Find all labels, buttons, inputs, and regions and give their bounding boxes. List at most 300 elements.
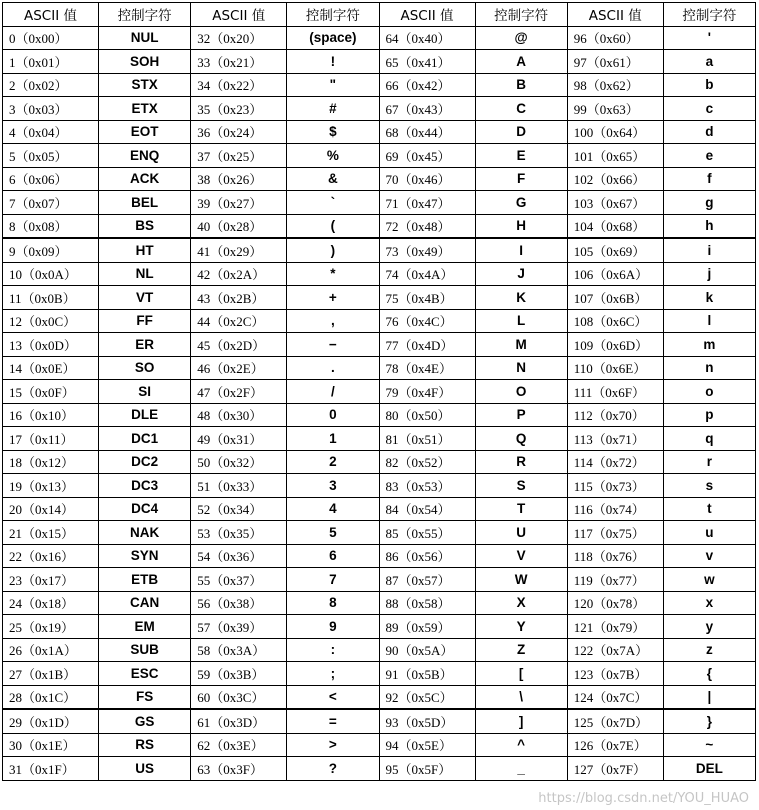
- char-cell: u: [663, 521, 755, 545]
- char-cell: :: [287, 638, 379, 662]
- ascii-value-cell: 13（0x0D）: [3, 333, 99, 357]
- ascii-value-cell: 83（0x53）: [379, 474, 475, 498]
- char-cell: N: [475, 356, 567, 380]
- char-cell: FF: [99, 309, 191, 333]
- ascii-value-cell: 58（0x3A）: [191, 638, 287, 662]
- ascii-value-cell: 125（0x7D）: [567, 709, 663, 733]
- ascii-value-cell: 51（0x33）: [191, 474, 287, 498]
- ascii-value-cell: 123（0x7B）: [567, 662, 663, 686]
- char-cell: &: [287, 167, 379, 191]
- char-cell: P: [475, 403, 567, 427]
- char-cell: BS: [99, 214, 191, 238]
- ascii-value-cell: 109（0x6D）: [567, 333, 663, 357]
- char-cell: s: [663, 474, 755, 498]
- char-cell: (space): [287, 26, 379, 50]
- ascii-value-cell: 56（0x38）: [191, 591, 287, 615]
- ascii-value-cell: 124（0x7C）: [567, 685, 663, 709]
- ascii-value-cell: 2（0x02）: [3, 73, 99, 97]
- ascii-value-cell: 4（0x04）: [3, 120, 99, 144]
- char-cell: 6: [287, 544, 379, 568]
- ascii-value-cell: 85（0x55）: [379, 521, 475, 545]
- ascii-value-cell: 120（0x78）: [567, 591, 663, 615]
- ascii-value-cell: 47（0x2F）: [191, 380, 287, 404]
- ascii-value-cell: 40（0x28）: [191, 214, 287, 238]
- ascii-value-cell: 57（0x39）: [191, 615, 287, 639]
- ascii-value-cell: 38（0x26）: [191, 167, 287, 191]
- char-cell: STX: [99, 73, 191, 97]
- table-row: [3, 214, 756, 238]
- char-cell: L: [475, 309, 567, 333]
- ascii-value-cell: 44（0x2C）: [191, 309, 287, 333]
- ascii-value-cell: 97（0x61）: [567, 50, 663, 74]
- ascii-value-cell: 127（0x7F）: [567, 757, 663, 781]
- char-cell: DC1: [99, 427, 191, 451]
- char-cell: ?: [287, 757, 379, 781]
- char-cell: a: [663, 50, 755, 74]
- ascii-value-cell: 116（0x74）: [567, 497, 663, 521]
- char-cell: ,: [287, 309, 379, 333]
- table-body: [3, 26, 756, 780]
- ascii-value-cell: 112（0x70）: [567, 403, 663, 427]
- char-cell: VT: [99, 286, 191, 310]
- char-cell: M: [475, 333, 567, 357]
- ascii-value-cell: 27（0x1B）: [3, 662, 99, 686]
- char-cell: ": [287, 73, 379, 97]
- ascii-value-cell: 16（0x10）: [3, 403, 99, 427]
- table-row: [3, 144, 756, 168]
- ascii-value-cell: 32（0x20）: [191, 26, 287, 50]
- char-cell: {: [663, 662, 755, 686]
- char-cell: Z: [475, 638, 567, 662]
- ascii-value-cell: 26（0x1A）: [3, 638, 99, 662]
- ascii-value-cell: 92（0x5C）: [379, 685, 475, 709]
- char-cell: i: [663, 238, 755, 262]
- char-cell: [: [475, 662, 567, 686]
- char-cell: k: [663, 286, 755, 310]
- char-cell: GS: [99, 709, 191, 733]
- table-row: [3, 262, 756, 286]
- char-cell: J: [475, 262, 567, 286]
- ascii-value-cell: 110（0x6E）: [567, 356, 663, 380]
- ascii-value-cell: 17（0x11）: [3, 427, 99, 451]
- table-row: [3, 638, 756, 662]
- ascii-value-cell: 117（0x75）: [567, 521, 663, 545]
- ascii-value-cell: 70（0x46）: [379, 167, 475, 191]
- char-cell: G: [475, 191, 567, 215]
- ascii-value-cell: 35（0x23）: [191, 97, 287, 121]
- char-cell: W: [475, 568, 567, 592]
- table-row: [3, 450, 756, 474]
- char-cell: F: [475, 167, 567, 191]
- ascii-value-cell: 52（0x34）: [191, 497, 287, 521]
- table-row: [3, 591, 756, 615]
- ascii-value-cell: 43（0x2B）: [191, 286, 287, 310]
- table-row: [3, 356, 756, 380]
- char-cell: >: [287, 733, 379, 757]
- ascii-value-cell: 79（0x4F）: [379, 380, 475, 404]
- char-cell: DLE: [99, 403, 191, 427]
- char-cell: !: [287, 50, 379, 74]
- ascii-value-cell: 86（0x56）: [379, 544, 475, 568]
- table-row: [3, 97, 756, 121]
- ascii-value-cell: 82（0x52）: [379, 450, 475, 474]
- char-cell: O: [475, 380, 567, 404]
- char-cell: C: [475, 97, 567, 121]
- ascii-value-cell: 41（0x29）: [191, 238, 287, 262]
- char-cell: ESC: [99, 662, 191, 686]
- ascii-value-cell: 7（0x07）: [3, 191, 99, 215]
- ascii-value-cell: 98（0x62）: [567, 73, 663, 97]
- char-cell: V: [475, 544, 567, 568]
- table-row: [3, 50, 756, 74]
- char-cell: H: [475, 214, 567, 238]
- table-row: [3, 544, 756, 568]
- ascii-value-cell: 106（0x6A）: [567, 262, 663, 286]
- ascii-value-cell: 111（0x6F）: [567, 380, 663, 404]
- ascii-value-cell: 95（0x5F）: [379, 757, 475, 781]
- char-cell: o: [663, 380, 755, 404]
- char-cell: \: [475, 685, 567, 709]
- ascii-value-cell: 0（0x00）: [3, 26, 99, 50]
- ascii-value-cell: 100（0x64）: [567, 120, 663, 144]
- ascii-value-cell: 64（0x40）: [379, 26, 475, 50]
- table-row: [3, 73, 756, 97]
- char-cell: b: [663, 73, 755, 97]
- char-cell: +: [287, 286, 379, 310]
- char-cell: X: [475, 591, 567, 615]
- table-row: [3, 521, 756, 545]
- char-cell: I: [475, 238, 567, 262]
- ascii-value-cell: 20（0x14）: [3, 497, 99, 521]
- table-row: [3, 685, 756, 709]
- header-control-char: 控制字符: [663, 3, 755, 27]
- char-cell: 3: [287, 474, 379, 498]
- char-cell: q: [663, 427, 755, 451]
- ascii-value-cell: 8（0x08）: [3, 214, 99, 238]
- ascii-value-cell: 103（0x67）: [567, 191, 663, 215]
- ascii-value-cell: 15（0x0F）: [3, 380, 99, 404]
- char-cell: K: [475, 286, 567, 310]
- ascii-value-cell: 3（0x03）: [3, 97, 99, 121]
- ascii-value-cell: 63（0x3F）: [191, 757, 287, 781]
- char-cell: (: [287, 214, 379, 238]
- char-cell: 7: [287, 568, 379, 592]
- header-row: [3, 3, 756, 27]
- ascii-value-cell: 65（0x41）: [379, 50, 475, 74]
- char-cell: c: [663, 97, 755, 121]
- ascii-value-cell: 62（0x3E）: [191, 733, 287, 757]
- char-cell: r: [663, 450, 755, 474]
- char-cell: NAK: [99, 521, 191, 545]
- ascii-value-cell: 25（0x19）: [3, 615, 99, 639]
- char-cell: −: [287, 333, 379, 357]
- char-cell: Y: [475, 615, 567, 639]
- ascii-value-cell: 50（0x32）: [191, 450, 287, 474]
- ascii-value-cell: 126（0x7E）: [567, 733, 663, 757]
- char-cell: f: [663, 167, 755, 191]
- char-cell: _: [475, 757, 567, 781]
- char-cell: DC2: [99, 450, 191, 474]
- char-cell: v: [663, 544, 755, 568]
- char-cell: ENQ: [99, 144, 191, 168]
- char-cell: DC4: [99, 497, 191, 521]
- char-cell: #: [287, 97, 379, 121]
- header-ascii-value: ASCII 值: [379, 3, 475, 27]
- ascii-value-cell: 77（0x4D）: [379, 333, 475, 357]
- ascii-value-cell: 114（0x72）: [567, 450, 663, 474]
- ascii-value-cell: 19（0x13）: [3, 474, 99, 498]
- char-cell: ~: [663, 733, 755, 757]
- char-cell: SO: [99, 356, 191, 380]
- char-cell: }: [663, 709, 755, 733]
- ascii-value-cell: 14（0x0E）: [3, 356, 99, 380]
- ascii-value-cell: 107（0x6B）: [567, 286, 663, 310]
- ascii-value-cell: 104（0x68）: [567, 214, 663, 238]
- char-cell: ^: [475, 733, 567, 757]
- char-cell: ER: [99, 333, 191, 357]
- ascii-value-cell: 81（0x51）: [379, 427, 475, 451]
- char-cell: 2: [287, 450, 379, 474]
- char-cell: S: [475, 474, 567, 498]
- char-cell: t: [663, 497, 755, 521]
- char-cell: h: [663, 214, 755, 238]
- ascii-value-cell: 90（0x5A）: [379, 638, 475, 662]
- ascii-value-cell: 36（0x24）: [191, 120, 287, 144]
- char-cell: x: [663, 591, 755, 615]
- char-cell: @: [475, 26, 567, 50]
- char-cell: ]: [475, 709, 567, 733]
- char-cell: E: [475, 144, 567, 168]
- char-cell: `: [287, 191, 379, 215]
- char-cell: ACK: [99, 167, 191, 191]
- header-control-char: 控制字符: [475, 3, 567, 27]
- table-row: [3, 427, 756, 451]
- char-cell: 9: [287, 615, 379, 639]
- char-cell: DC3: [99, 474, 191, 498]
- ascii-value-cell: 68（0x44）: [379, 120, 475, 144]
- ascii-value-cell: 42（0x2A）: [191, 262, 287, 286]
- ascii-value-cell: 89（0x59）: [379, 615, 475, 639]
- char-cell: BEL: [99, 191, 191, 215]
- ascii-value-cell: 59（0x3B）: [191, 662, 287, 686]
- table-row: [3, 568, 756, 592]
- char-cell: T: [475, 497, 567, 521]
- ascii-value-cell: 94（0x5E）: [379, 733, 475, 757]
- char-cell: %: [287, 144, 379, 168]
- table-row: [3, 474, 756, 498]
- char-cell: p: [663, 403, 755, 427]
- char-cell: |: [663, 685, 755, 709]
- ascii-value-cell: 55（0x37）: [191, 568, 287, 592]
- ascii-value-cell: 87（0x57）: [379, 568, 475, 592]
- char-cell: NL: [99, 262, 191, 286]
- table-row: [3, 333, 756, 357]
- ascii-value-cell: 76（0x4C）: [379, 309, 475, 333]
- char-cell: SOH: [99, 50, 191, 74]
- ascii-value-cell: 30（0x1E）: [3, 733, 99, 757]
- ascii-value-cell: 6（0x06）: [3, 167, 99, 191]
- char-cell: NUL: [99, 26, 191, 50]
- ascii-value-cell: 49（0x31）: [191, 427, 287, 451]
- char-cell: m: [663, 333, 755, 357]
- char-cell: A: [475, 50, 567, 74]
- ascii-value-cell: 18（0x12）: [3, 450, 99, 474]
- ascii-value-cell: 102（0x66）: [567, 167, 663, 191]
- char-cell: n: [663, 356, 755, 380]
- ascii-value-cell: 78（0x4E）: [379, 356, 475, 380]
- ascii-value-cell: 115（0x73）: [567, 474, 663, 498]
- char-cell: 1: [287, 427, 379, 451]
- char-cell: z: [663, 638, 755, 662]
- char-cell: SYN: [99, 544, 191, 568]
- ascii-value-cell: 39（0x27）: [191, 191, 287, 215]
- ascii-value-cell: 108（0x6C）: [567, 309, 663, 333]
- ascii-value-cell: 66（0x42）: [379, 73, 475, 97]
- char-cell: j: [663, 262, 755, 286]
- table-row: [3, 286, 756, 310]
- char-cell: B: [475, 73, 567, 97]
- ascii-value-cell: 80（0x50）: [379, 403, 475, 427]
- table-row: [3, 167, 756, 191]
- table-header: [3, 3, 756, 27]
- ascii-value-cell: 105（0x69）: [567, 238, 663, 262]
- ascii-value-cell: 91（0x5B）: [379, 662, 475, 686]
- ascii-value-cell: 10（0x0A）: [3, 262, 99, 286]
- header-ascii-value: ASCII 值: [3, 3, 99, 27]
- table-row: [3, 380, 756, 404]
- table-row: [3, 191, 756, 215]
- ascii-value-cell: 67（0x43）: [379, 97, 475, 121]
- table-row: [3, 26, 756, 50]
- ascii-value-cell: 12（0x0C）: [3, 309, 99, 333]
- watermark: https://blog.csdn.net/YOU_HUAO: [538, 791, 749, 806]
- ascii-value-cell: 53（0x35）: [191, 521, 287, 545]
- char-cell: y: [663, 615, 755, 639]
- ascii-value-cell: 29（0x1D）: [3, 709, 99, 733]
- table-row: [3, 615, 756, 639]
- char-cell: RS: [99, 733, 191, 757]
- ascii-value-cell: 84（0x54）: [379, 497, 475, 521]
- char-cell: $: [287, 120, 379, 144]
- char-cell: 8: [287, 591, 379, 615]
- header-control-char: 控制字符: [287, 3, 379, 27]
- ascii-value-cell: 5（0x05）: [3, 144, 99, 168]
- ascii-value-cell: 1（0x01）: [3, 50, 99, 74]
- ascii-value-cell: 93（0x5D）: [379, 709, 475, 733]
- ascii-value-cell: 69（0x45）: [379, 144, 475, 168]
- char-cell: l: [663, 309, 755, 333]
- ascii-value-cell: 118（0x76）: [567, 544, 663, 568]
- ascii-value-cell: 24（0x18）: [3, 591, 99, 615]
- char-cell: ETX: [99, 97, 191, 121]
- ascii-value-cell: 101（0x65）: [567, 144, 663, 168]
- ascii-value-cell: 28（0x1C）: [3, 685, 99, 709]
- ascii-value-cell: 75（0x4B）: [379, 286, 475, 310]
- char-cell: D: [475, 120, 567, 144]
- ascii-value-cell: 121（0x79）: [567, 615, 663, 639]
- header-ascii-value: ASCII 值: [567, 3, 663, 27]
- char-cell: Q: [475, 427, 567, 451]
- char-cell: ': [663, 26, 755, 50]
- ascii-value-cell: 60（0x3C）: [191, 685, 287, 709]
- ascii-value-cell: 34（0x22）: [191, 73, 287, 97]
- table-row: [3, 403, 756, 427]
- char-cell: w: [663, 568, 755, 592]
- char-cell: SI: [99, 380, 191, 404]
- char-cell: ;: [287, 662, 379, 686]
- char-cell: .: [287, 356, 379, 380]
- char-cell: US: [99, 757, 191, 781]
- ascii-value-cell: 22（0x16）: [3, 544, 99, 568]
- ascii-table: [2, 2, 756, 781]
- char-cell: EM: [99, 615, 191, 639]
- table-row: [3, 709, 756, 733]
- ascii-value-cell: 9（0x09）: [3, 238, 99, 262]
- char-cell: ): [287, 238, 379, 262]
- char-cell: DEL: [663, 757, 755, 781]
- char-cell: g: [663, 191, 755, 215]
- ascii-value-cell: 72（0x48）: [379, 214, 475, 238]
- char-cell: CAN: [99, 591, 191, 615]
- table-row: [3, 309, 756, 333]
- ascii-value-cell: 113（0x71）: [567, 427, 663, 451]
- char-cell: EOT: [99, 120, 191, 144]
- char-cell: <: [287, 685, 379, 709]
- ascii-value-cell: 99（0x63）: [567, 97, 663, 121]
- char-cell: /: [287, 380, 379, 404]
- ascii-value-cell: 48（0x30）: [191, 403, 287, 427]
- header-control-char: 控制字符: [99, 3, 191, 27]
- char-cell: U: [475, 521, 567, 545]
- ascii-value-cell: 71（0x47）: [379, 191, 475, 215]
- ascii-value-cell: 33（0x21）: [191, 50, 287, 74]
- char-cell: *: [287, 262, 379, 286]
- ascii-value-cell: 45（0x2D）: [191, 333, 287, 357]
- table-row: [3, 120, 756, 144]
- char-cell: d: [663, 120, 755, 144]
- char-cell: ETB: [99, 568, 191, 592]
- ascii-value-cell: 31（0x1F）: [3, 757, 99, 781]
- header-ascii-value: ASCII 值: [191, 3, 287, 27]
- ascii-value-cell: 61（0x3D）: [191, 709, 287, 733]
- ascii-value-cell: 73（0x49）: [379, 238, 475, 262]
- ascii-value-cell: 23（0x17）: [3, 568, 99, 592]
- char-cell: 4: [287, 497, 379, 521]
- ascii-value-cell: 54（0x36）: [191, 544, 287, 568]
- char-cell: FS: [99, 685, 191, 709]
- char-cell: e: [663, 144, 755, 168]
- char-cell: HT: [99, 238, 191, 262]
- ascii-value-cell: 119（0x77）: [567, 568, 663, 592]
- char-cell: 5: [287, 521, 379, 545]
- table-row: [3, 733, 756, 757]
- ascii-value-cell: 37（0x25）: [191, 144, 287, 168]
- char-cell: SUB: [99, 638, 191, 662]
- ascii-value-cell: 11（0x0B）: [3, 286, 99, 310]
- ascii-value-cell: 122（0x7A）: [567, 638, 663, 662]
- ascii-value-cell: 46（0x2E）: [191, 356, 287, 380]
- table-row: [3, 757, 756, 781]
- char-cell: R: [475, 450, 567, 474]
- table-row: [3, 662, 756, 686]
- ascii-value-cell: 21（0x15）: [3, 521, 99, 545]
- char-cell: 0: [287, 403, 379, 427]
- char-cell: =: [287, 709, 379, 733]
- table-row: [3, 497, 756, 521]
- ascii-value-cell: 88（0x58）: [379, 591, 475, 615]
- table-row: [3, 238, 756, 262]
- ascii-value-cell: 96（0x60）: [567, 26, 663, 50]
